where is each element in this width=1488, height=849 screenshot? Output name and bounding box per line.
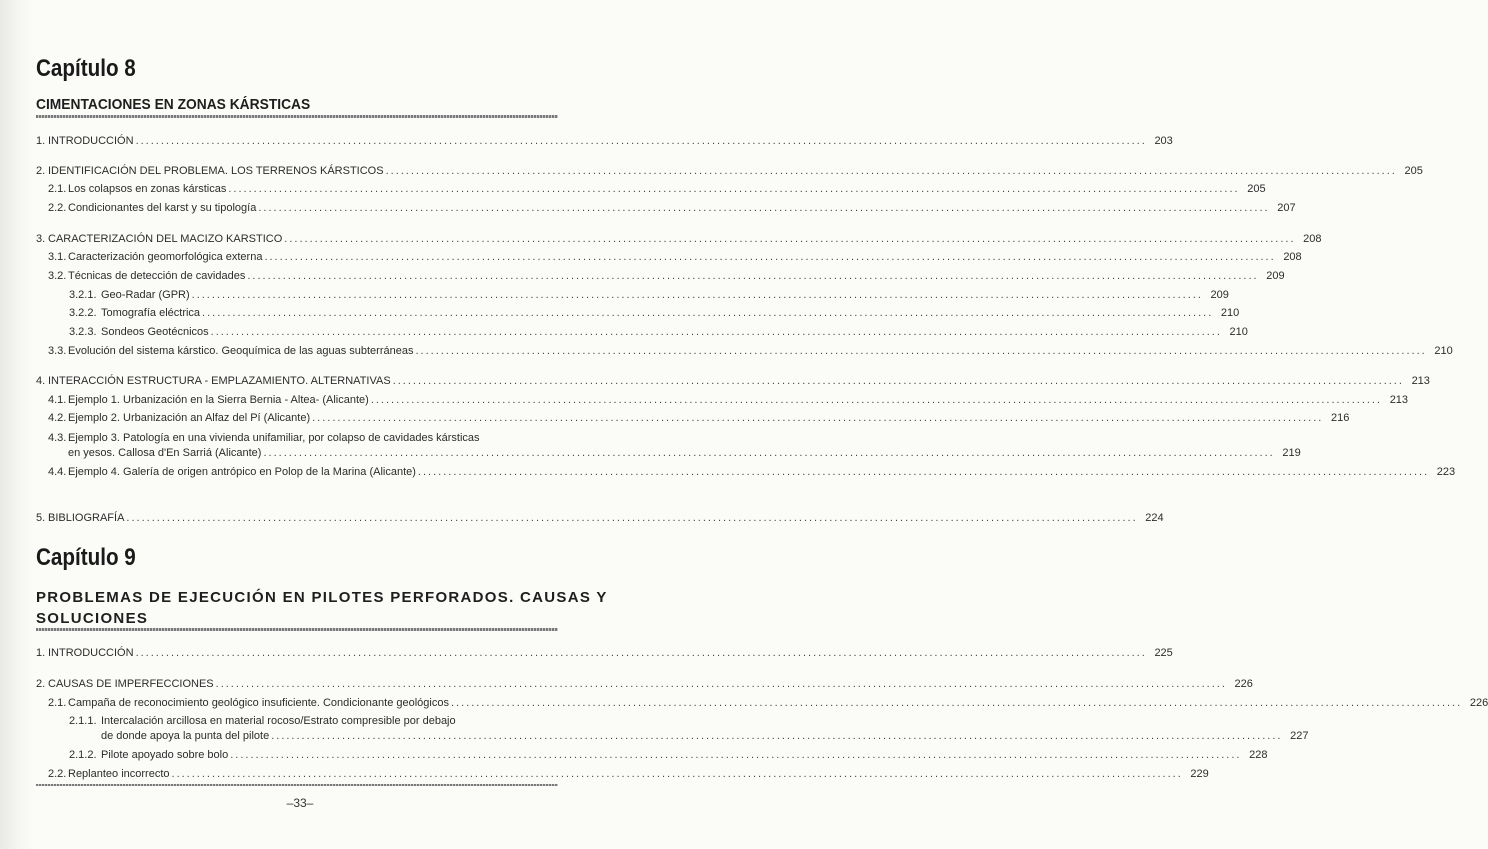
leader-dots: ........................................................................................................................................................................................................	[210, 326, 1222, 338]
toc-entry: 2.1. Campaña de reconocimiento geológico insuficiente. Condicionante geológicos ........................................................................................................................................................................................................ 226	[48, 697, 1488, 709]
leader-dots: ........................................................................................................................................................................................................	[126, 512, 1138, 524]
toc-entry: 2.2. Condicionantes del karst y su tipología ........................................................................................................................................................................................................ 207	[48, 202, 1296, 214]
leader-dots: ........................................................................................................................................................................................................	[392, 375, 1404, 387]
leader-dots: ........................................................................................................................................................................................................	[312, 412, 1324, 424]
leader-dots: ........................................................................................................................................................................................................	[135, 135, 1147, 147]
leader-dots: ........................................................................................................................................................................................................	[247, 270, 1259, 282]
leader-dots: ........................................................................................................................................................................................................	[415, 345, 1427, 357]
leader-dots: ........................................................................................................................................................................................................	[370, 394, 1383, 406]
toc-entry: 2.2. Replanteo incorrecto ........................................................................................................................................................................................................ 229	[48, 768, 1209, 780]
leader-dots: ........................................................................................................................................................................................................	[263, 447, 1275, 459]
toc-entry: en yesos. Callosa d'En Sarriá (Alicante) ........................................................................................................................................................................................................ 219	[68, 447, 1301, 459]
leader-dots: ........................................................................................................................................................................................................	[417, 466, 1430, 478]
leader-dots: ........................................................................................................................................................................................................	[202, 307, 1214, 319]
leader-dots: ........................................................................................................................................................................................................	[450, 697, 1463, 709]
toc-entry: 3.2.2. Tomografía eléctrica ........................................................................................................................................................................................................ 210	[69, 307, 1240, 319]
bottom-divider	[36, 784, 558, 786]
toc-entry: 2. IDENTIFICACIÓN DEL PROBLEMA. LOS TERRENOS KÁRSTICOS ........................................................................................................................................................................................................ 205	[36, 165, 1423, 177]
leader-dots: ........................................................................................................................................................................................................	[264, 251, 1276, 263]
leader-dots: ........................................................................................................................................................................................................	[271, 730, 1283, 742]
toc-entry: 4.1. Ejemplo 1. Urbanización en la Sierra Bernia - Altea- (Alicante) ........................................................................................................................................................................................................ 213	[48, 394, 1409, 406]
toc-entry-first-line: 2.1.1. Intercalación arcillosa en material rocoso/Estrato compresible por debajo	[69, 715, 456, 727]
chapter-8-divider	[36, 115, 558, 118]
leader-dots: ........................................................................................................................................................................................................	[284, 233, 1296, 245]
toc-entry: 5. BIBLIOGRAFÍA ........................................................................................................................................................................................................ 224	[36, 512, 1164, 524]
chapter-9-title: Capítulo 9	[36, 544, 136, 571]
toc-entry: 3.1. Caracterización geomorfológica externa ........................................................................................................................................................................................................ 208	[48, 251, 1302, 263]
toc-entry: 4.4. Ejemplo 4. Galería de origen antrópico en Polop de la Marina (Alicante) ........................................................................................................................................................................................................ 223	[48, 466, 1456, 478]
toc-entry: 3. CARACTERIZACIÓN DEL MACIZO KARSTICO ........................................................................................................................................................................................................ 208	[36, 233, 1322, 245]
toc-entry: 2.1. Los colapsos en zonas kársticas ........................................................................................................................................................................................................ 205	[48, 183, 1266, 195]
toc-entry: 2. CAUSAS DE IMPERFECCIONES ........................................................................................................................................................................................................ 226	[36, 678, 1253, 690]
chapter-8-section-title: CIMENTACIONES EN ZONAS KÁRSTICAS	[36, 96, 311, 113]
leader-dots: ........................................................................................................................................................................................................	[385, 165, 1397, 177]
toc-entry: 1. INTRODUCCIÓN ........................................................................................................................................................................................................ 225	[36, 647, 1173, 659]
leader-dots: ........................................................................................................................................................................................................	[215, 678, 1227, 690]
toc-entry: 3.2.1. Geo-Radar (GPR) ........................................................................................................................................................................................................ 209	[69, 289, 1229, 301]
leader-dots: ........................................................................................................................................................................................................	[135, 647, 1147, 659]
chapter-8-title: Capítulo 8	[36, 55, 136, 82]
toc-entry: 2.1.2. Pilote apoyado sobre bolo ........................................................................................................................................................................................................ 228	[69, 749, 1268, 761]
toc-entry: de donde apoya la punta del pilote ........................................................................................................................................................................................................ 227	[101, 730, 1309, 742]
leader-dots: ........................................................................................................................................................................................................	[171, 768, 1183, 780]
page-number: –33–	[286, 796, 314, 810]
leader-dots: ........................................................................................................................................................................................................	[228, 183, 1240, 195]
chapter-9-section-title-line-2: SOLUCIONES	[36, 610, 149, 627]
toc-entry-first-line: 4.3. Ejemplo 3. Patología en una vivienda unifamiliar, por colapso de cavidades kársticas	[48, 432, 480, 444]
leader-dots: ........................................................................................................................................................................................................	[191, 289, 1203, 301]
toc-entry: 3.2.3. Sondeos Geotécnicos ........................................................................................................................................................................................................ 210	[69, 326, 1248, 338]
toc-entry: 3.2. Técnicas de detección de cavidades ........................................................................................................................................................................................................ 209	[48, 270, 1285, 282]
chapter-9-divider	[36, 628, 558, 631]
toc-entry: 3.3. Evolución del sistema kárstico. Geoquímica de las aguas subterráneas ........................................................................................................................................................................................................ 210	[48, 345, 1453, 357]
toc-entry: 4. INTERACCIÓN ESTRUCTURA - EMPLAZAMIENTO. ALTERNATIVAS ........................................................................................................................................................................................................ 213	[36, 375, 1430, 387]
leader-dots: ........................................................................................................................................................................................................	[258, 202, 1270, 214]
toc-entry: 1. INTRODUCCIÓN ........................................................................................................................................................................................................ 203	[36, 135, 1173, 147]
chapter-9-section-title-line-1: PROBLEMAS DE EJECUCIÓN EN PILOTES PERFORADOS. CAUSAS Y	[36, 589, 608, 606]
leader-dots: ........................................................................................................................................................................................................	[230, 749, 1242, 761]
toc-entry: 4.2. Ejemplo 2. Urbanización an Alfaz del Pí (Alicante) ........................................................................................................................................................................................................ 216	[48, 412, 1350, 424]
